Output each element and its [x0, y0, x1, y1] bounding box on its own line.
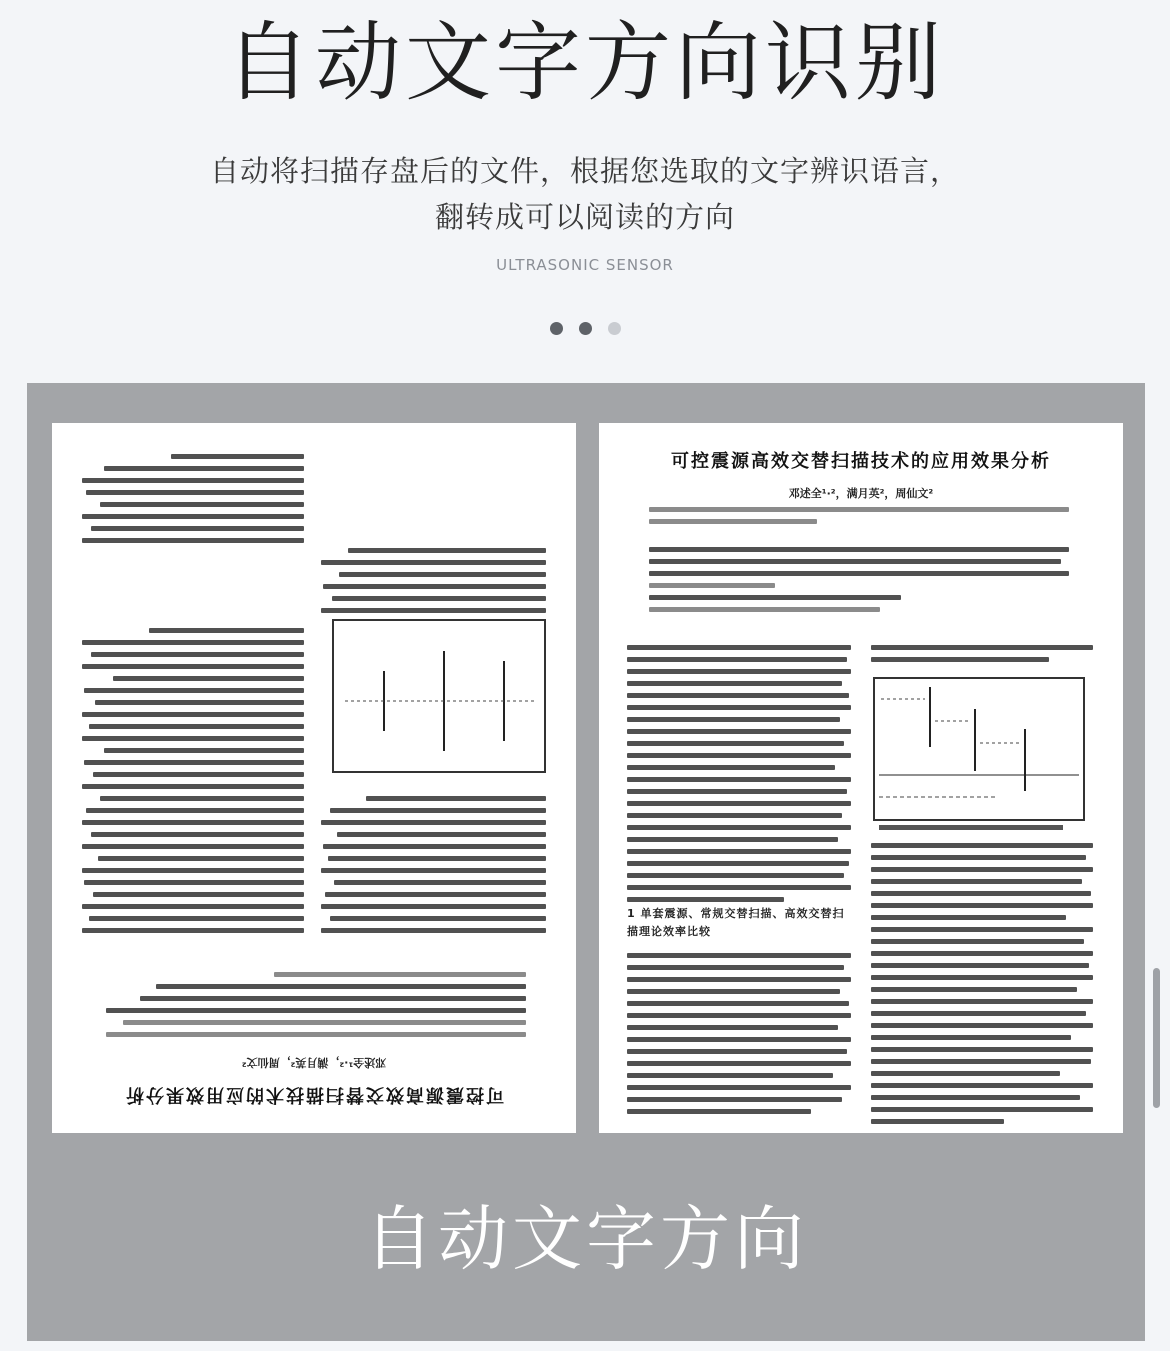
- document-figure: [873, 677, 1085, 821]
- rotated-column-left: [321, 789, 546, 933]
- carousel-indicators: [0, 322, 1170, 335]
- carousel-slide: [27, 383, 1145, 1341]
- page-scrollbar[interactable]: [1153, 968, 1160, 1108]
- section-tag: ULTRASONIC SENSOR: [496, 256, 674, 274]
- slide-caption: 自动文字方向: [364, 1198, 808, 1280]
- document-column-left: [627, 645, 851, 909]
- document-column-right: [871, 843, 1093, 1131]
- document-abstract-lines: [649, 547, 1069, 619]
- carousel-dot-2[interactable]: [579, 322, 592, 335]
- page-title: 自动文字方向识别: [225, 13, 945, 113]
- carousel-dot-3[interactable]: [608, 322, 621, 335]
- rotated-column-left-lower: [321, 541, 546, 613]
- page-subtitle: [0, 148, 1170, 240]
- scanned-document-upside-down: [52, 423, 576, 1133]
- rotated-figure: [332, 619, 546, 773]
- document-title: 可控震源高效交替扫描技术的应用效果分析: [671, 451, 1051, 472]
- carousel-dot-1[interactable]: [550, 322, 563, 335]
- scanned-document-corrected: [599, 423, 1123, 1133]
- document-figure-caption: [879, 825, 1063, 830]
- rotated-column-right: [82, 621, 304, 933]
- rotated-figure-diagram: [334, 621, 544, 771]
- rotated-document-authors: 邓述全¹·²，满月英²，周仙文²: [241, 1056, 387, 1069]
- subtitle-line-1: 自动将扫描存盘后的文件，根据您选取的文字辨识语言，: [209, 154, 960, 188]
- document-section-heading: 1 单套震源、常规交替扫描、高效交替扫描理论效率比较: [627, 907, 845, 938]
- rotated-document-title: 可控震源高效交替扫描技术的应用效果分析: [124, 1084, 504, 1105]
- document-figure-diagram: [875, 679, 1083, 819]
- subtitle-line-2: 翻转成可以阅读的方向: [434, 200, 735, 234]
- rotated-abstract-lines: [106, 965, 526, 1037]
- document-column-left-lower: [627, 953, 851, 1121]
- rotated-column-right-lower: [82, 447, 304, 543]
- document-authors: 邓述全¹·²，满月英²，周仙文²: [788, 487, 934, 500]
- document-column-right-top: [871, 645, 1093, 669]
- rotated-document-content: [52, 423, 576, 1133]
- document-affiliation-lines: [649, 507, 1069, 531]
